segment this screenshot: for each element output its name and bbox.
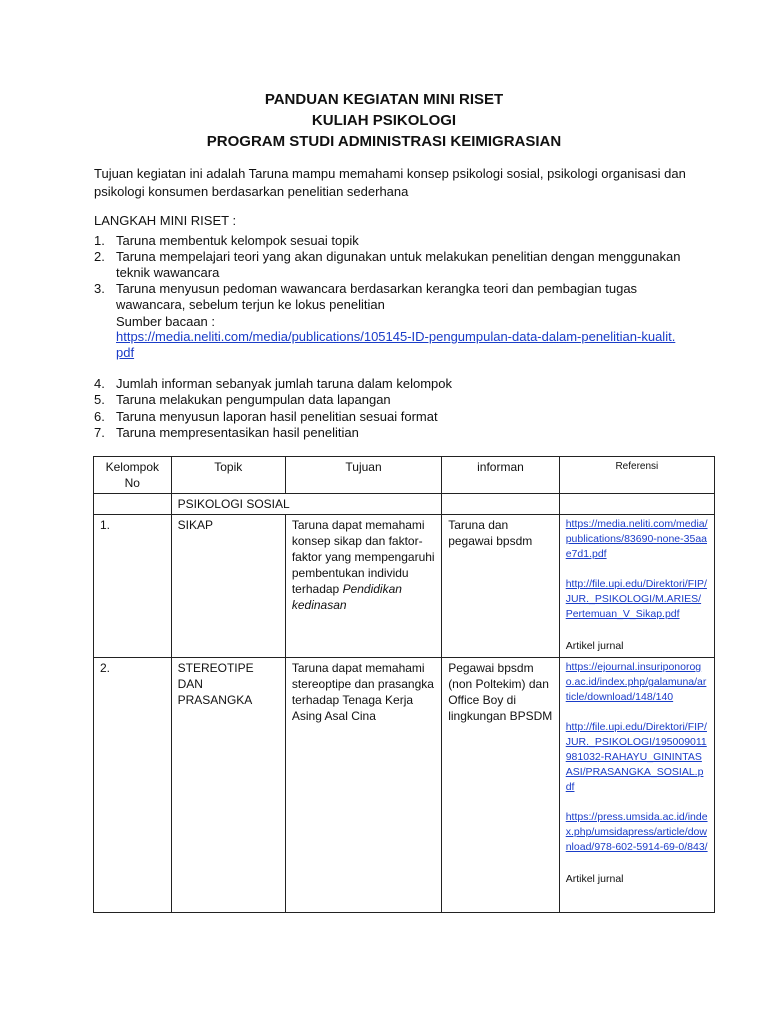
reference-note: Artikel jurnal (565, 873, 624, 885)
steps-heading: LANGKAH MINI RISET : (94, 213, 237, 228)
header-referensi: Referensi (559, 457, 714, 494)
doc-subtitle: KULIAH PSIKOLOGI (311, 112, 457, 129)
step-text: Jumlah informan sebanyak jumlah taruna dalam kelompok (116, 376, 453, 391)
step-number: 5. (94, 392, 105, 407)
header-kelompok: Kelompok No (94, 457, 172, 494)
reference-link[interactable]: http://file.upi.edu/Direktori/FIP/JUR._PSIKOLOGI/M.ARIES/Pertemuan_V_Sikap.pdf (565, 578, 707, 620)
step-text: Taruna mempelajari teori yang akan digunakan untuk melakukan penelitian dengan menggunakan teknik wawancara (116, 249, 681, 280)
table-header-row (94, 457, 715, 494)
step-text: Taruna mempresentasikan hasil penelitian (116, 425, 359, 440)
row-tujuan (285, 515, 441, 658)
section-title: PSIKOLOGI SOSIAL (171, 494, 442, 515)
section-empty-cell (94, 494, 172, 515)
row-topik: STEREOTIPE DAN PRASANGKA (171, 658, 285, 913)
reference-link[interactable]: https://press.umsida.ac.id/index.php/umsidapress/article/download/978-602-5914-69-0/843/ (565, 811, 708, 853)
header-tujuan: Tujuan (285, 457, 441, 494)
row-informan: Taruna dan pegawai bpsdm (442, 515, 560, 658)
row-number: 1. (94, 515, 172, 658)
row-tujuan: Taruna dapat memahami stereoptipe dan prasangka terhadap Tenaga Kerja Asing Asal Cina (285, 658, 441, 913)
step-text: Taruna melakukan pengumpulan data lapangan (116, 392, 391, 407)
step-number: 2. (94, 249, 105, 264)
row-informan: Pegawai bpsdm (non Poltekim) dan Office Boy di lingkungan BPSDM (442, 658, 560, 913)
step-number: 4. (94, 376, 105, 391)
doc-title: PANDUAN KEGIATAN MINI RISET (264, 91, 504, 108)
header-informan: informan (442, 457, 560, 494)
reference-link[interactable]: http://file.upi.edu/Direktori/FIP/JUR._PSIKOLOGI/195009011981032-RAHAYU_GININTASASI/PRASANGKA_SOSIAL.pdf (565, 721, 707, 793)
step-number: 6. (94, 409, 105, 424)
step-text: Taruna membentuk kelompok sesuai topik (116, 233, 359, 248)
step-number: 7. (94, 425, 105, 440)
row-topik: SIKAP (171, 515, 285, 658)
step-number: 3. (94, 281, 105, 296)
section-row (94, 494, 715, 515)
step-number: 1. (94, 233, 105, 248)
reference-note: Artikel jurnal (565, 640, 624, 652)
tujuan-text: Taruna dapat memahami konsep sikap dan faktor-faktor yang mempengaruhi pembentukan individu terhadap (291, 518, 435, 596)
table-row (94, 658, 715, 913)
row-referensi (559, 658, 714, 913)
reference-link[interactable]: https://media.neliti.com/media/publications/83690-none-35aae7d1.pdf (565, 518, 708, 560)
step-text: Taruna menyusun pedoman wawancara berdasarkan kerangka teori dan pembagian tugas wawancara, sebelum terjun ke lokus penelitian (116, 281, 638, 312)
source-label: Sumber bacaan : (116, 314, 216, 329)
source-link[interactable]: https://media.neliti.com/media/publications/105145-ID-pengumpulan-data-dalam-penelitian-kualit.pdf (116, 329, 676, 360)
tujuan-italic: Pendidikan kedinasan (291, 582, 402, 612)
reference-link[interactable]: https://ejournal.insuriponorogo.ac.id/index.php/galamuna/article/download/148/140 (565, 661, 707, 703)
doc-program: PROGRAM STUDI ADMINISTRASI KEIMIGRASIAN (206, 133, 562, 150)
row-number: 2. (94, 658, 172, 913)
row-referensi (559, 515, 714, 658)
research-table (93, 456, 715, 913)
table-row (94, 515, 715, 658)
section-empty-cell (559, 494, 714, 515)
intro-paragraph: Tujuan kegiatan ini adalah Taruna mampu memahami konsep psikologi sosial, psikologi organisasi dan psikologi konsumen berdasarkan penelitian sederhana (94, 166, 686, 199)
section-empty-cell (442, 494, 560, 515)
header-topik: Topik (171, 457, 285, 494)
step-text: Taruna menyusun laporan hasil penelitian sesuai format (116, 409, 438, 424)
